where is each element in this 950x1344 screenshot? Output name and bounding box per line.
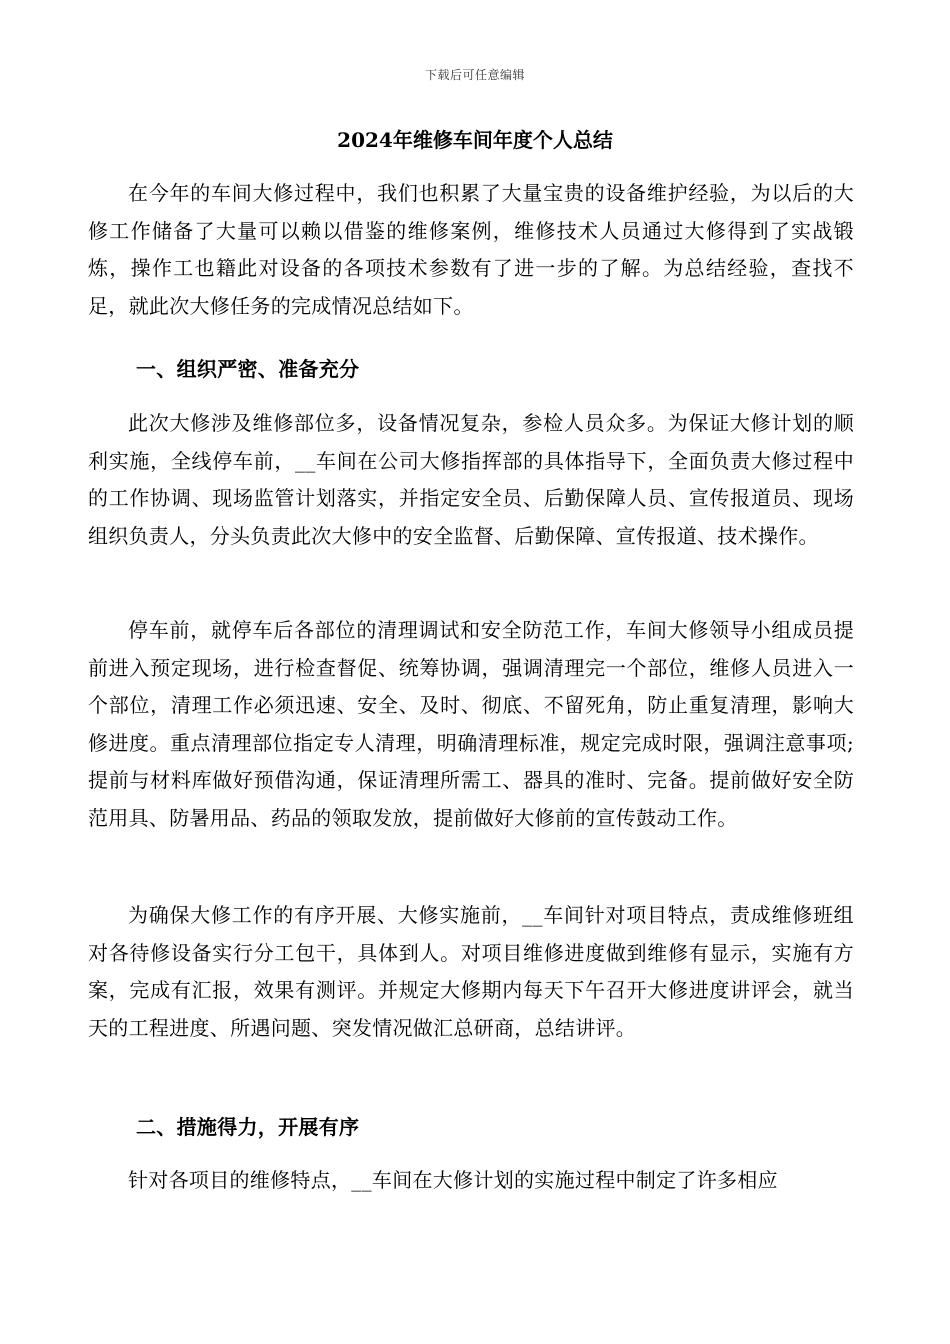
intro-paragraph: 在今年的车间大修过程中，我们也积累了大量宝贵的设备维护经验，为以后的大修工作储备了大量可以赖以借鉴的维修案例，维修技术人员通过大修得到了实战锻炼，操作工也籍此对设备的各项技术参数有了进一步的了解。为总结经验，查找不足，就此次大修任务的完成情况总结如下。 <box>88 181 854 318</box>
section-1-paragraph-1: 此次大修涉及维修部位多，设备情况复杂，参检人员众多。为保证大修计划的顺利实施，全线停车前，__车间在公司大修指挥部的具体指导下，全面负责大修过程中的工作协调、现场监管计划落实，并指定安全员、后勤保障人员、宣传报道员、现场组织负责人，分头负责此次大修中的安全监督、后勤保障、宣传报道、技术操作。 <box>88 411 854 548</box>
section-2-heading: 二、措施得力，开展有序 <box>136 1115 360 1139</box>
section-2-paragraph-1: 针对各项目的维修特点，__车间在大修计划的实施过程中制定了许多相应 <box>128 1168 778 1192</box>
section-1-heading: 一、组织严密、准备充分 <box>136 357 360 381</box>
section-1-paragraph-3: 为确保大修工作的有序开展、大修实施前，__车间针对项目特点，责成维修班组对各待修设备实行分工包干，具体到人。对项目维修进度做到维修有显示，实施有方案，完成有汇报，效果有测评。并规定大修期内每天下午召开大修进度讲评会，就当天的工程进度、所遇问题、突发情况做汇总研商，总结讲评。 <box>88 903 854 1040</box>
document-title: 2024年维修车间年度个人总结 <box>337 128 613 152</box>
header-note: 下载后可任意编辑 <box>424 68 525 82</box>
section-1-paragraph-2: 停车前，就停车后各部位的清理调试和安全防范工作，车间大修领导小组成员提前进入预定现场，进行检查督促、统筹协调，强调清理完一个部位，维修人员进入一个部位，清理工作必须迅速、安全、及时、彻底、不留死角，防止重复清理，影响大修进度。重点清理部位指定专人清理，明确清理标准，规定完成时限，强调注意事项;提前与材料库做好预借沟通，保证清理所需工、器具的准时、完备。提前做好安全防范用具、防暑用品、药品的领取发放，提前做好大修前的宣传鼓动工作。 <box>88 618 854 830</box>
